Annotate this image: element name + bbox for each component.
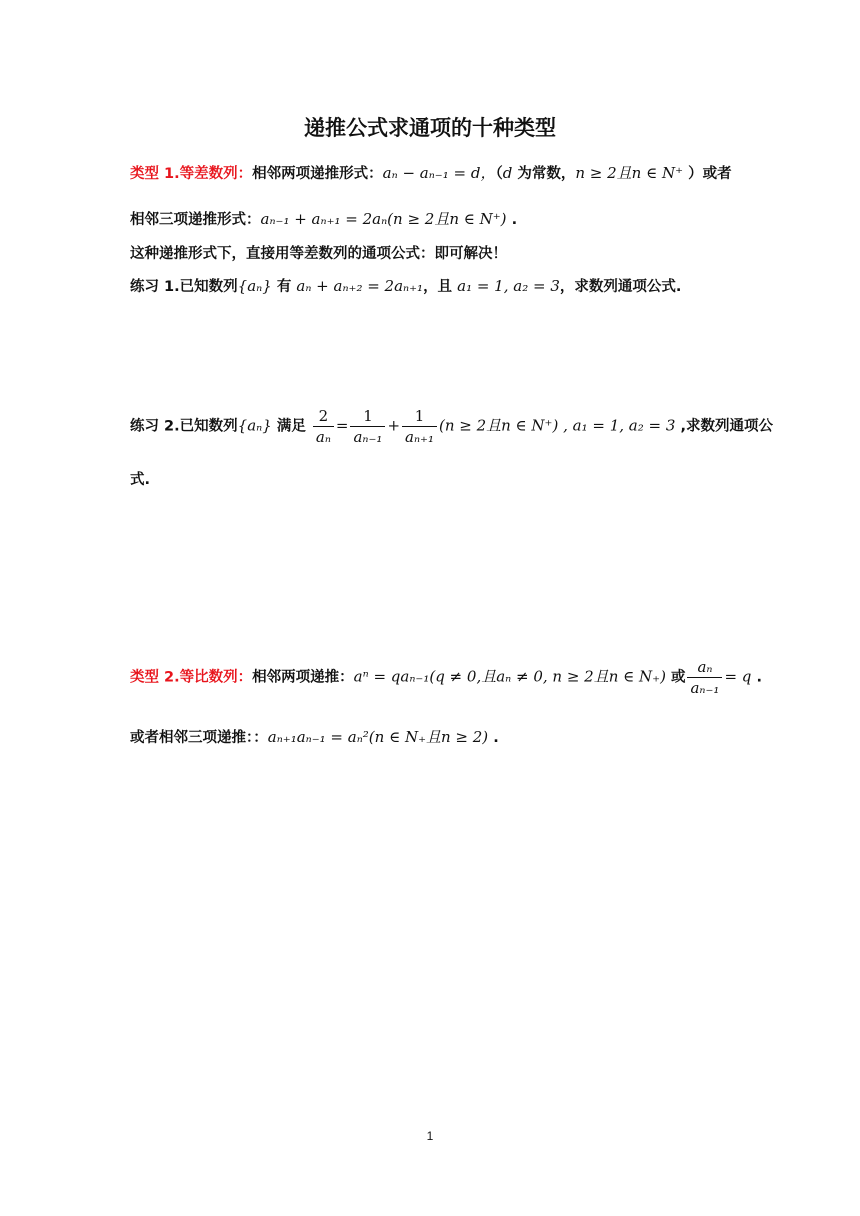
ex2-seq: {aₙ} (237, 416, 272, 435)
type2-frac-den: aₙ₋₁ (690, 679, 720, 697)
type1-paren-open: （ (495, 166, 503, 182)
ex2-init: , a₁ = 1, a₂ = 3 (558, 416, 676, 435)
ex1-mid: 有 (271, 279, 297, 295)
type2-or: 或 (665, 669, 686, 686)
type1-condition: n ≥ 2且n ∈ N⁺ (575, 164, 684, 182)
type2-frac-rhs: = q (724, 667, 752, 686)
exercise-1 (130, 275, 730, 296)
type1-text2: 为常数， (512, 166, 576, 182)
exercise-2: 练习 2.已知数列{aₙ} 满足 $\frac{2}{\text{aₙ}}$ = $\frac{1}{\text{aₙ₋₁}}$ + $\frac{1}{\text{aₙ₊₁}}$ (n ≥ 2且n ∈ N⁺) , a₁ = 1, a₂ = 3 ,求数列通项公 (130, 407, 773, 446)
ex1-seq: {aₙ} (237, 277, 272, 295)
type1-formula1: aₙ − aₙ₋₁ = d， (382, 164, 496, 182)
type2-fraction (687, 657, 722, 698)
ex2-frac2-den: aₙ₋₁ (353, 428, 383, 446)
ex2-condition: (n ≥ 2且n ∈ N⁺) (438, 416, 559, 435)
ex2-frac3-den: aₙ₊₁ (405, 428, 434, 446)
type2-end: . (751, 669, 762, 686)
page-title: 递推公式求通项的十种类型 (304, 116, 556, 140)
ex2-frac3-num: 1 (402, 406, 437, 427)
type1-line1 (130, 162, 730, 183)
ex2-fraction-2 (350, 406, 385, 447)
ex1-prefix: 练习 1.已知数列 (130, 279, 238, 295)
type2-line1 (130, 657, 762, 698)
ex2-frac1-num: 2 (313, 406, 334, 427)
type2-line2 (130, 726, 730, 747)
type2-formula2: aₙ₊₁aₙ₋₁ = aₙ²(n ∈ N₊且n ≥ 2) (267, 728, 489, 746)
ex2-frac2-num: 1 (350, 406, 385, 427)
type1-label: 类型 1.等差数列： (130, 166, 253, 182)
type2-text2: 或者相邻三项递推：： (130, 730, 268, 746)
ex1-suffix: ，求数列通项公式. (559, 279, 682, 295)
type1-end: . (506, 212, 518, 228)
type1-d-var: d (502, 164, 513, 182)
ex2-fraction-1 (313, 406, 334, 447)
type1-line2 (130, 208, 730, 229)
ex2-mid: 满足 (271, 418, 311, 435)
ex1-mid2: ，且 (423, 279, 458, 295)
type1-text1: 相邻两项递推形式： (252, 166, 383, 182)
ex2-fraction-3 (402, 406, 437, 447)
type2-end2: . (488, 730, 499, 746)
ex2-frac1-den: aₙ (315, 428, 331, 446)
type1-formula2: aₙ₋₁ + aₙ₊₁ = 2aₙ(n ≥ 2且n ∈ N⁺) (260, 210, 507, 228)
page-number: 1 (426, 1129, 434, 1143)
ex1-formula: aₙ + aₙ₊₂ = 2aₙ₊₁ (296, 277, 424, 295)
type1-line3: 这种递推形式下，直接用等差数列的通项公式：即可解决！ (130, 246, 507, 262)
type1-text3: ）或者 (683, 166, 732, 182)
exercise-2-cont: 式. (130, 472, 151, 488)
type2-formula1: aⁿ = qaₙ₋₁(q ≠ 0,且aₙ ≠ 0, n ≥ 2且n ∈ N₊) (353, 667, 666, 686)
ex1-init: a₁ = 1, a₂ = 3 (457, 277, 560, 295)
type2-label: 类型 2.等比数列： (130, 669, 253, 686)
type2-frac-num: aₙ (687, 657, 722, 678)
ex2-suffix: ,求数列通项公 (675, 418, 773, 435)
ex2-prefix: 练习 2.已知数列 (130, 418, 238, 435)
type2-text1: 相邻两项递推： (252, 669, 354, 686)
type1-text4: 相邻三项递推形式： (130, 212, 261, 228)
